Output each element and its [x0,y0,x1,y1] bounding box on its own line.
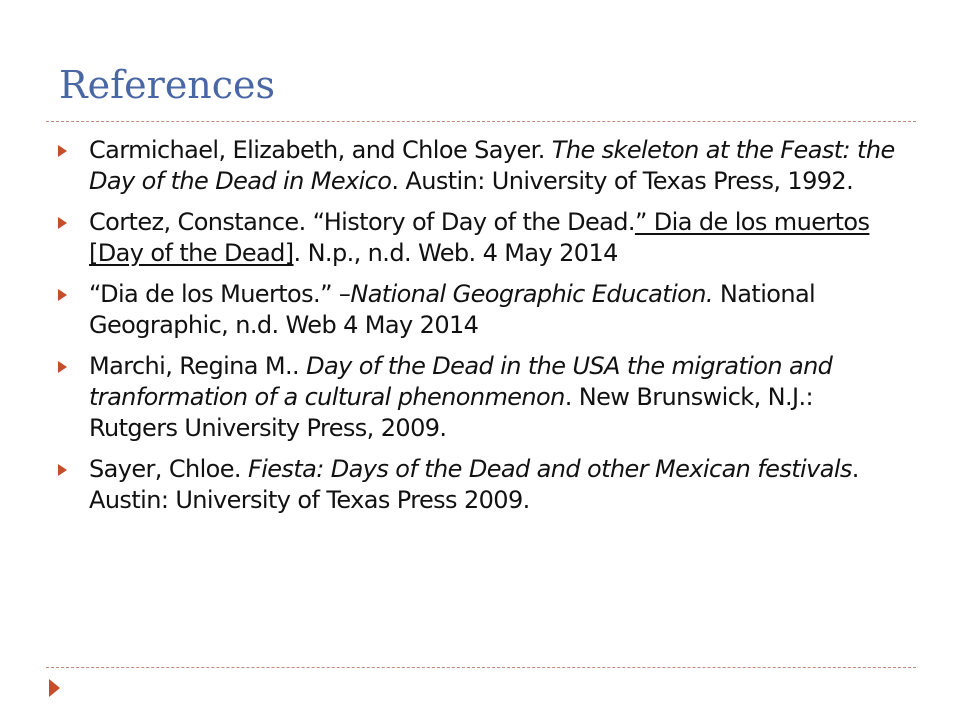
bottom-divider [46,667,916,668]
reference-author: Marchi, Regina M.. [89,352,300,380]
reference-publication: . Austin: University of Texas Press 2009. [89,455,859,514]
triangle-arrow-icon [49,679,60,697]
reference-link[interactable]: ” Dia de los muertos [Day of the Dead] [89,208,870,267]
reference-title: The skeleton at the Feast: the Day of the Dead in Mexico [89,136,895,195]
reference-author: “Dia de los Muertos.” – [89,280,351,308]
reference-publication: . New Brunswick, N.J.: Rutgers University Press, 2009. [89,383,814,442]
top-divider [46,121,916,122]
reference-title: Fiesta: Days of the Dead and other Mexican festivals [247,455,852,483]
triangle-bullet-icon [58,289,67,301]
reference-item-dia-de-los-muertos [58,279,908,341]
reference-author: Carmichael, Elizabeth, and Chloe Sayer. [89,136,545,164]
reference-item-marchi [58,351,908,444]
reference-publication: . N.p., n.d. Web. 4 May 2014 [293,239,618,267]
reference-item-carmichael [58,135,908,197]
triangle-bullet-icon [58,361,67,373]
reference-author: Sayer, Chloe. [89,455,241,483]
reference-title: Day of the Dead in the USA the migration and tranformation of a cultural phenonmenon [89,352,833,411]
reference-author: Cortez, Constance. “History of Day of the Dead. [89,208,635,236]
reference-item-sayer [58,454,908,516]
triangle-bullet-icon [58,464,67,476]
reference-publication: . Austin: University of Texas Press, 1992. [391,167,854,195]
reference-title: National Geographic Education. [350,280,713,308]
slide-title: References [59,63,276,107]
reference-list [58,135,908,526]
reference-publication: National Geographic, n.d. Web 4 May 2014 [89,280,816,339]
reference-item-cortez [58,207,908,269]
triangle-bullet-icon [58,217,67,229]
triangle-bullet-icon [58,145,67,157]
